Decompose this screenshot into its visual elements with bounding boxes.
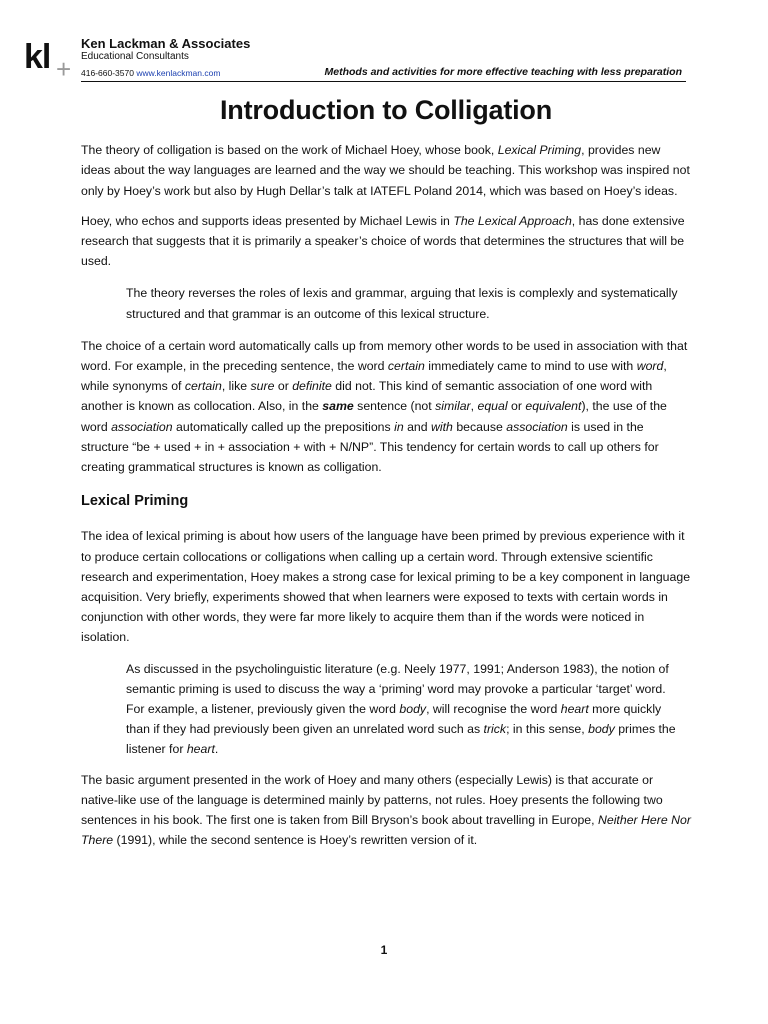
document-body xyxy=(81,95,691,851)
logo-text: kl xyxy=(24,38,51,76)
header-divider xyxy=(81,81,686,82)
kl-logo xyxy=(24,38,76,84)
company-subtitle: Educational Consultants xyxy=(81,51,189,62)
section-heading: Lexical Priming xyxy=(81,493,189,510)
paragraph-1: The theory of colligation is based on the work of Michael Hoey, whose book, Lexical Priming, provides new ideas about the way languages are learned and the way we should be teaching. This workshop was inspired not only by Hoey’s work but also by Hugh Dellar’s talk at IATEFL Poland 2014, which was based on Hoey’s ideas. xyxy=(81,143,690,198)
paragraph-3: The choice of a certain word automatically calls up from memory other words to be used in association with that word. For example, in the preceding sentence, the word certain immediately came to mind to use with word, while synonyms of certain, like sure or definite did not. This kind of semantic association of one word with another is known as collocation. Also, in the same sentence (not similar, equal or equivalent), the use of the word association automatically called up the prepositions in and with because association is used in the structure “be + used + in + association + with + N/NP”. This tendency for certain words to call up others for creating grammatical structures is known as colligation. xyxy=(81,338,688,475)
phone-number: 416-660-3570 xyxy=(81,68,134,78)
paragraph-4: The idea of lexical priming is about how users of the language have been primed by previous experience with it to produce certain collocations or colligations when calling up a certain word. Through extensive scientific research and experimentation, Hoey makes a strong case for lexical priming to be a key component in language acquisition. Very briefly, experiments showed that when learners were exposed to texts with certain words in conjunction with other words, they were far more likely to acquire them than if the words were noticed in isolation. xyxy=(81,529,691,645)
letterhead xyxy=(24,36,686,84)
paragraph-2: Hoey, who echos and supports ideas presented by Michael Lewis in The Lexical Approach, has done extensive research that suggests that it is primarily a speaker’s choice of words that determines the structures that will be used. xyxy=(81,213,685,269)
page-number: 1 xyxy=(380,943,388,957)
page-title: Introduction to Colligation xyxy=(219,95,553,125)
block-quote-1: The theory reverses the roles of lexis and grammar, arguing that lexis is complexly and systematically structured and that grammar is an outcome of this lexical structure. xyxy=(126,286,678,321)
block-quote-2: As discussed in the psycholinguistic literature (e.g. Neely 1977, 1991; Anderson 1983), the notion of semantic priming is used to discuss the way a ‘priming’ word may provoke a particular ‘target’ word. For example, a listener, previously given the word body, will recognise the word heart more quickly than if they had previously been given an unrelated word such as trick; in this sense, body primes the listener for heart. xyxy=(126,661,676,757)
tagline: Methods and activities for more effective teaching with less preparation xyxy=(324,66,682,78)
company-name: Ken Lackman & Associates xyxy=(81,36,251,51)
contact-line xyxy=(81,68,220,78)
paragraph-5: The basic argument presented in the work of Hoey and many others (especially Lewis) is that accurate or native-like use of the language is determined mainly by patterns, not rules. Hoey presents the following two sentences in his book. The first one is taken from Bill Bryson’s book about travelling in Europe, Neither Here Nor There (1991), while the second sentence is Hoey’s rewritten version of it. xyxy=(81,772,691,848)
website-link[interactable]: www.kenlackman.com xyxy=(136,68,221,78)
logo-plus-icon: + xyxy=(56,54,72,84)
